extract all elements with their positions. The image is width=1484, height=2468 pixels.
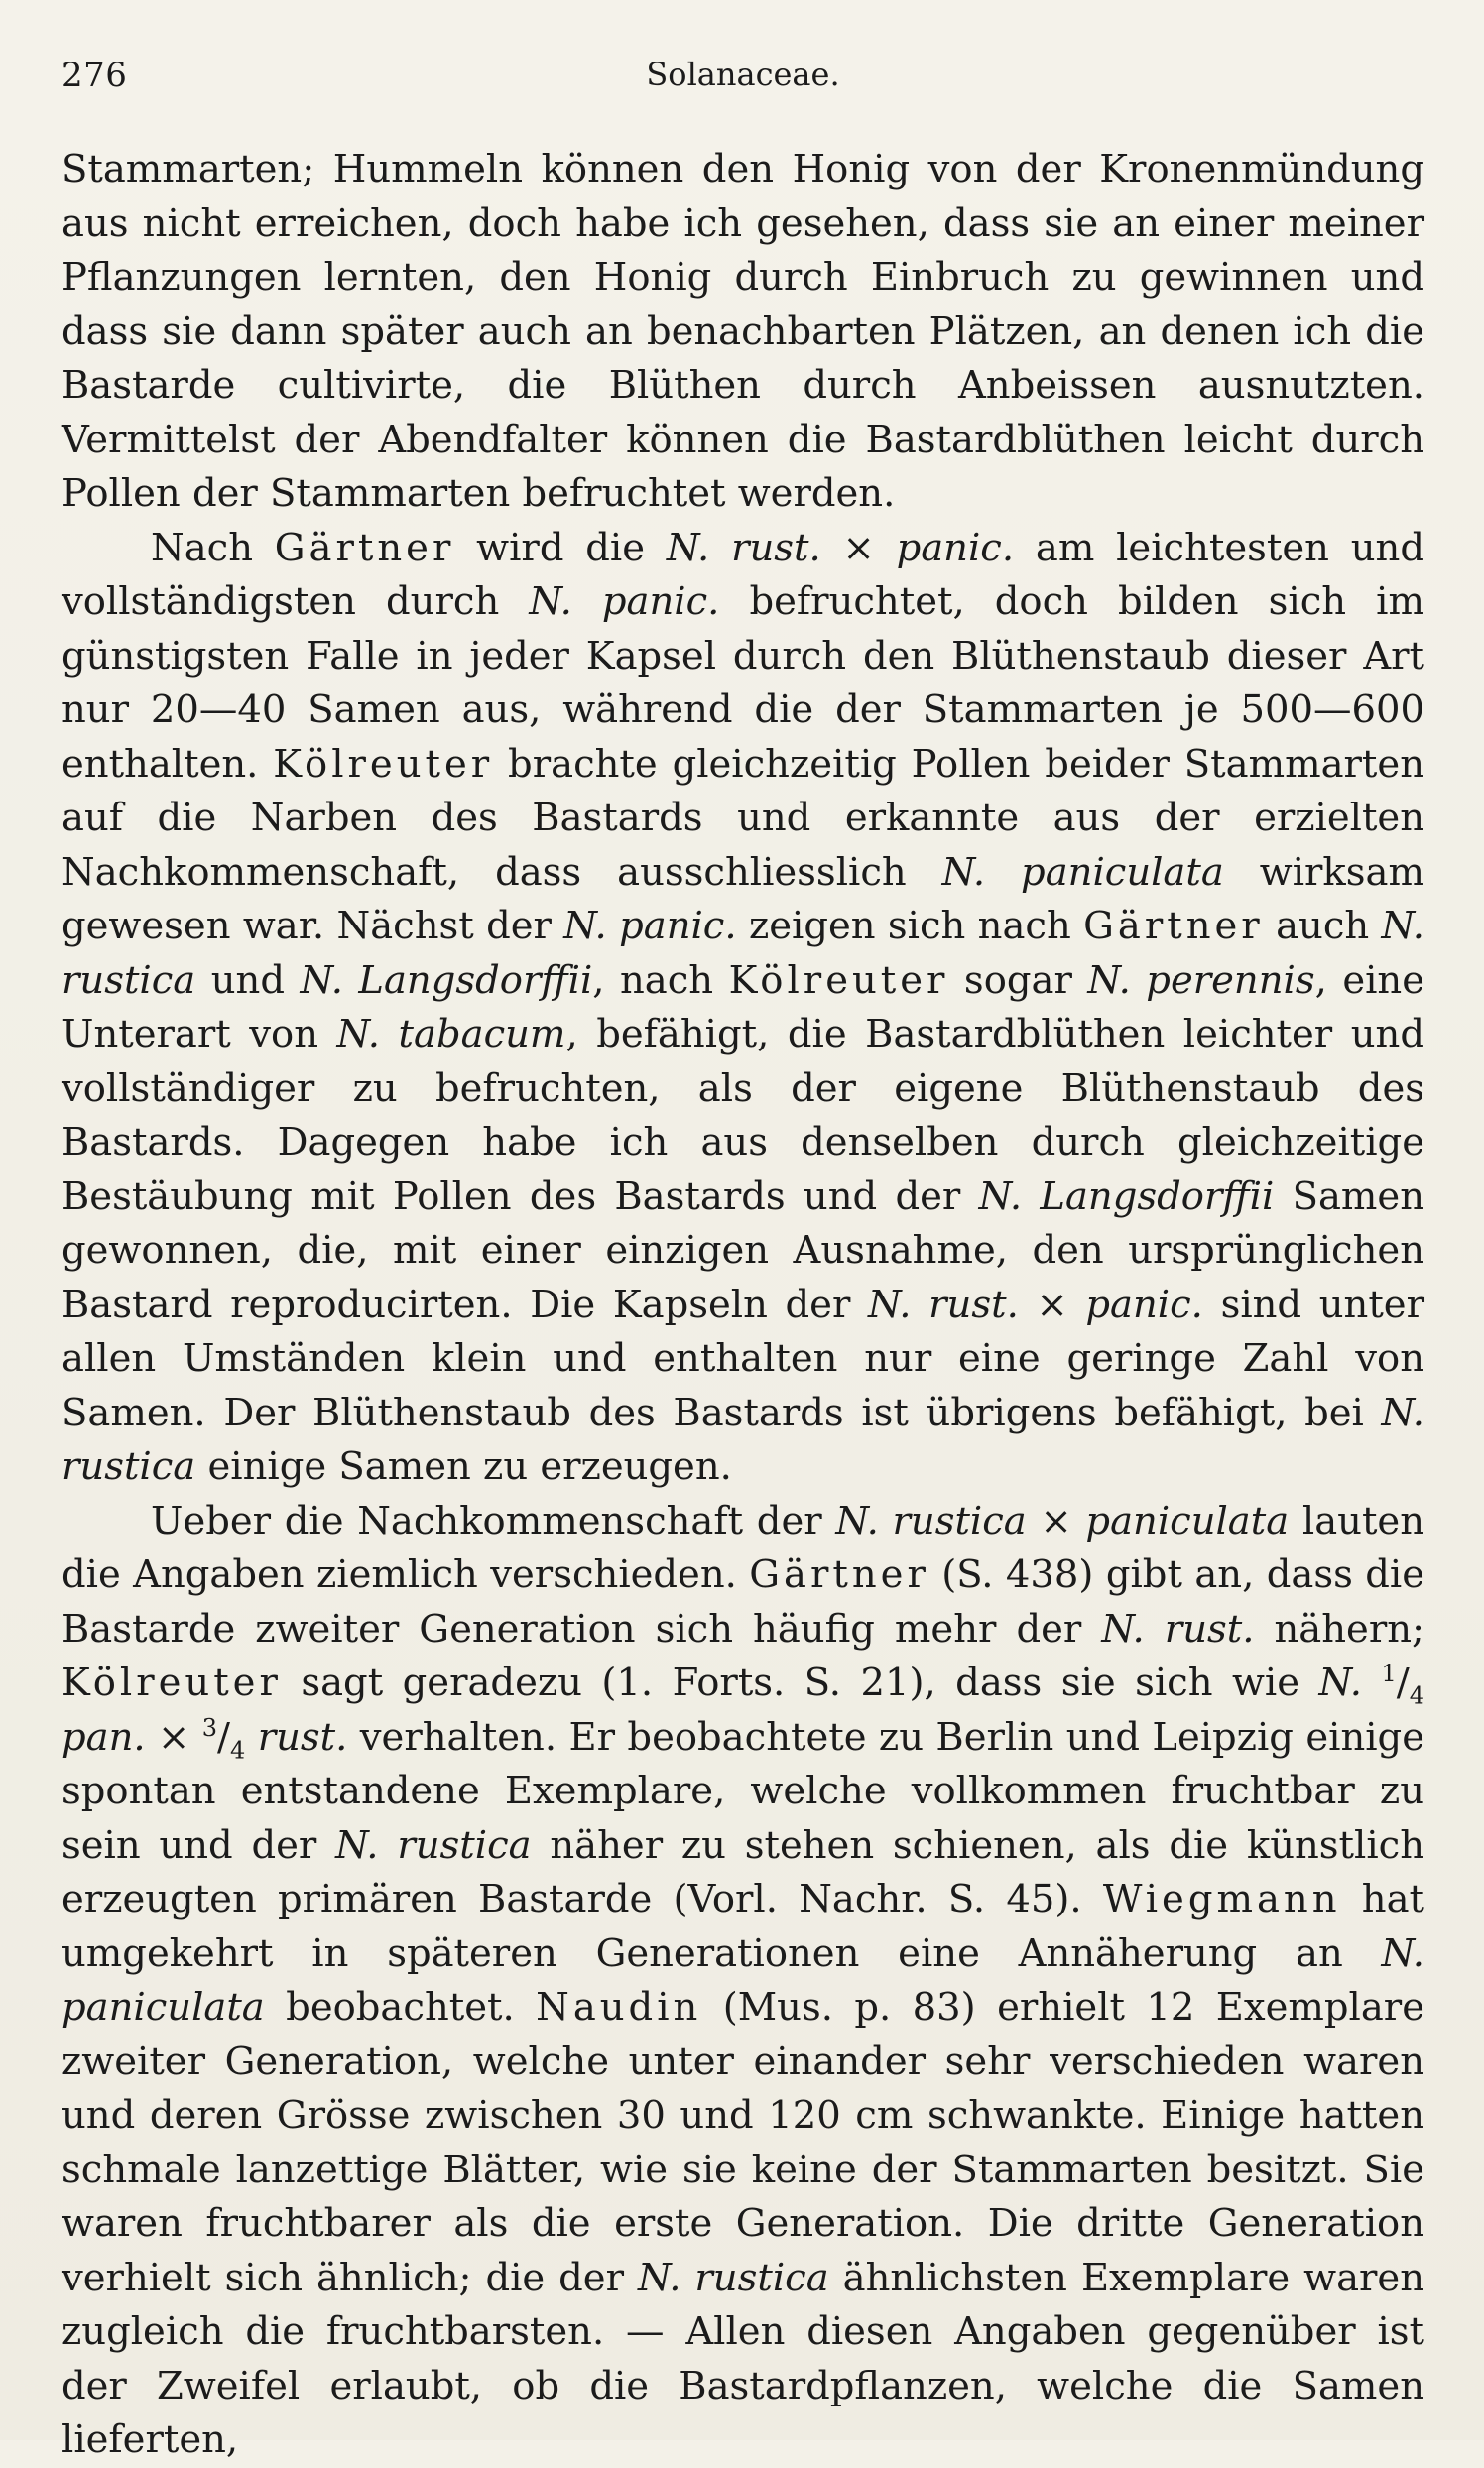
text-run (245, 1715, 257, 1760)
text-run: sagt geradezu (1. Forts. S. 21), dass sie sich wie (281, 1661, 1319, 1705)
running-title: Solanaceae. (646, 56, 840, 93)
text-run: Stammarten; Hummeln können den Honig von der Kronenmündung aus nicht erreichen, doch habe ich gesehen, dass sie an einer meiner Pflanzungen lernten, den Honig durch Einbruch zu gewinnen und dass sie dann später auch an benachbarten Plätzen, an denen ich die Bastarde cultivirte, die Blüthen durch Anbeissen ausnutzten. Vermittelst der Abendfalter können die Bastardblüthen leicht durch Pollen der Stammarten befruchtet werden. (62, 147, 1424, 516)
text-run: hat umgekehrt in späteren Generationen eine Annäherung an (62, 1877, 1424, 1976)
text-run: zeigen sich nach (736, 904, 1084, 948)
italic-text: rust. (257, 1714, 348, 1760)
italic-text: N. paniculata (941, 849, 1224, 895)
text-run: lauten die Angaben ziemlich verschieden. (62, 1498, 1425, 1597)
author-name: Kölreuter (273, 741, 494, 787)
text-run (189, 1715, 201, 1760)
text-run: einige Samen zu erzeugen. (195, 1444, 732, 1489)
italic-text: N. rustica (637, 2255, 829, 2300)
italic-text: N. Langsdorffii (978, 1173, 1275, 1219)
text-run: am leichtesten und vollständigsten durch (62, 525, 1424, 624)
text-run: Nach (151, 525, 275, 570)
author-name: Gärtner (1083, 904, 1264, 948)
body-text (62, 143, 1424, 2468)
text-run: 1 (1381, 1660, 1397, 1688)
text-run: wird die (454, 525, 667, 570)
author-name: Kölreuter (62, 1661, 282, 1705)
italic-text: N. paniculata (62, 1930, 1424, 2030)
italic-text: N. rustica (62, 1390, 1424, 1489)
text-run: beobachtet. (264, 1985, 537, 2030)
text-run: , eine Unterart von (62, 957, 1424, 1056)
page-number: 276 (62, 56, 128, 95)
text-run: auch (1263, 904, 1382, 948)
italic-text: N. rustica × paniculata (835, 1498, 1290, 1543)
text-run: / (1396, 1661, 1410, 1705)
text-run: , nach (592, 957, 729, 1003)
author-name: Wiegmann (1102, 1877, 1341, 1921)
text-run: 4 (1409, 1681, 1424, 1710)
text-run: ähnlichsten Exemplare waren zugleich die fruchtbarsten. — Allen diesen Angaben gegenüber ist der Zweifel erlaubt, ob die Bastardpflanzen, welche die Samen lieferten, (62, 2255, 1425, 2462)
text-run: (S. 438) gibt an, dass die Bastarde zweiter Generation sich häufig mehr der (62, 1552, 1424, 1652)
text-run: (Mus. p. 83) erhielt 12 Exemplare zweiter Generation, welche unter einander sehr verschieden waren und deren Grösse zwischen 30 und 120 cm schwankte. Einige hatten schmale lanzettige Blätter, wie sie keine der Stammarten besitzt. Sie waren fruchtbarer als die erste Generation. Die dritte Generation verhielt sich ähnlich; die der (62, 1985, 1424, 2300)
paragraph (62, 1495, 1424, 2468)
text-run: , befähigt, die Bastardblüthen leichter und vollständiger zu befruchten, als der eigene Blüthenstaub des Bastards. Dagegen habe ich aus denselben durch gleichzeitige Bestäubung mit Pollen des Bastards und der (62, 1012, 1424, 1219)
text-run: brachte gleichzeitig Pollen beider Stammarten auf die Narben des Bastards und erkannte aus der erzielten Nachkommenschaft, dass ausschliesslich (62, 741, 1424, 895)
running-head (62, 50, 1424, 109)
italic-text: N. (1318, 1661, 1362, 1705)
italic-text: N. rustica (335, 1822, 532, 1868)
italic-text: pan. × (62, 1714, 190, 1760)
text-run: nähern; (1254, 1606, 1424, 1652)
text-run: Ueber die Nachkommenschaft der (151, 1498, 836, 1543)
paragraph (62, 143, 1424, 522)
author-name: Naudin (536, 1985, 702, 2030)
italic-text: N. perennis (1087, 957, 1315, 1003)
italic-text: N. rust. × panic. (666, 525, 1015, 570)
text-run: 3 (201, 1713, 218, 1742)
text-run: verhalten. Er beobachtete zu Berlin und Leipzig einige spontan entstandene Exemplare, welche vollkommen fruchtbar zu sein und der (62, 1714, 1424, 1868)
author-name: Gärtner (274, 525, 455, 570)
italic-text: N. tabacum (336, 1012, 566, 1056)
text-run: befruchtet, doch bilden sich im günstigsten Falle in jeder Kapsel durch den Blüthenstaub dieser Art nur 20—40 Samen aus, während die der Stammarten je 500—600 enthalten. (62, 579, 1424, 787)
text-run: und (195, 957, 301, 1003)
text-run: sind unter allen Umständen klein und enthalten nur eine geringe Zahl von Samen. Der Blüthenstaub des Bastards ist übrigens befähigt, bei (62, 1282, 1424, 1435)
text-run: näher zu stehen schienen, als die künstlich erzeugten primären Bastarde (Vorl. Nachr. S. 45). (62, 1822, 1424, 1921)
italic-text: N. panic. (529, 579, 720, 624)
text-run: Samen gewonnen, die, mit einer einzigen Ausnahme, den ursprünglichen Bastard reproducirten. Die Kapseln der (62, 1173, 1424, 1327)
italic-text: N. Langsdorffii (300, 957, 593, 1003)
italic-text: N. rust. × panic. (868, 1282, 1203, 1327)
italic-text: N. rust. (1101, 1606, 1255, 1652)
text-run: / (217, 1714, 230, 1760)
text-run: sogar (948, 957, 1088, 1003)
author-name: Kölreuter (728, 957, 949, 1003)
author-name: Gärtner (749, 1552, 929, 1597)
italic-text: N. rustica (62, 904, 1424, 1003)
paragraph (62, 522, 1424, 1495)
italic-text: N. panic. (563, 904, 737, 948)
text-run: 4 (230, 1736, 246, 1765)
text-run (1362, 1661, 1381, 1705)
text-run: wirksam gewesen war. Nächst der (62, 849, 1424, 948)
